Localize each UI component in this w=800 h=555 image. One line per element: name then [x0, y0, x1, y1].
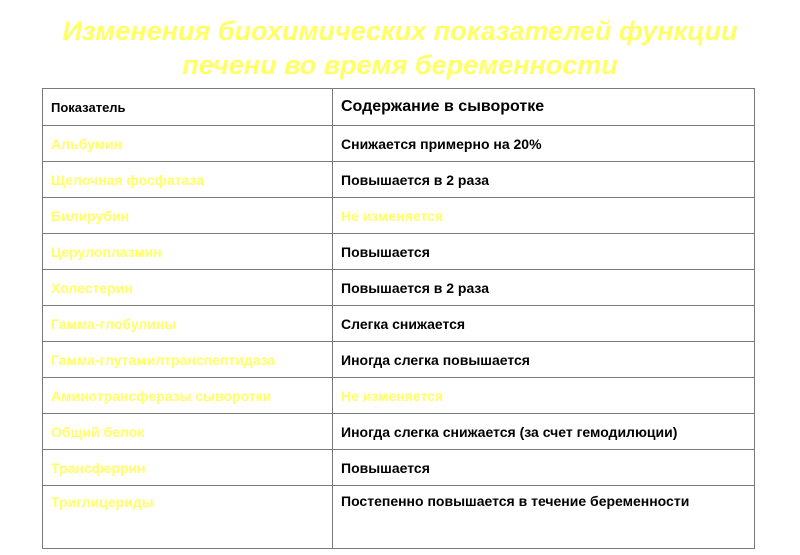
- slide-title: [0, 14, 800, 82]
- indicator-cell: Холестерин: [43, 270, 333, 306]
- indicator-cell: Церулоплазмин: [43, 234, 333, 270]
- indicator-cell: Аминотрансферазы сыворотки: [43, 378, 333, 414]
- content-cell: Повышается: [333, 450, 755, 486]
- content-cell: Снижается примерно на 20%: [333, 126, 755, 162]
- indicator-cell: Триглицериды: [43, 486, 333, 549]
- table-row: [43, 270, 755, 306]
- indicators-table: [42, 88, 755, 549]
- indicator-cell: Гамма-глутамилтранспептидаза: [43, 342, 333, 378]
- table-row: [43, 162, 755, 198]
- indicator-cell: Общий белок: [43, 414, 333, 450]
- table-row: [43, 342, 755, 378]
- column-header-indicator: Показатель: [43, 89, 333, 126]
- content-cell: Повышается в 2 раза: [333, 162, 755, 198]
- content-cell: Постепенно повышается в течение беременности: [333, 486, 755, 549]
- title-line-2: печени во время беременности: [182, 50, 618, 80]
- table-row: [43, 306, 755, 342]
- table-header-row: [43, 89, 755, 126]
- content-cell: Не изменяется: [333, 198, 755, 234]
- content-cell: Иногда слегка повышается: [333, 342, 755, 378]
- content-cell: Иногда слегка снижается (за счет гемодилюции): [333, 414, 755, 450]
- indicator-cell: Щелочная фосфатаза: [43, 162, 333, 198]
- table-row: [43, 234, 755, 270]
- indicator-cell: Альбумин: [43, 126, 333, 162]
- content-cell: Повышается: [333, 234, 755, 270]
- content-cell: Слегка снижается: [333, 306, 755, 342]
- table-row: [43, 198, 755, 234]
- title-line-1: Изменения биохимических показателей функции: [62, 16, 738, 46]
- column-header-content: Содержание в сыворотке: [333, 89, 755, 126]
- table-row: [43, 414, 755, 450]
- content-cell: Не изменяется: [333, 378, 755, 414]
- table-row: [43, 378, 755, 414]
- table-row: [43, 450, 755, 486]
- content-cell: Повышается в 2 раза: [333, 270, 755, 306]
- indicator-cell: Билирубин: [43, 198, 333, 234]
- table-row: [43, 486, 755, 549]
- indicator-cell: Гамма-глобулины: [43, 306, 333, 342]
- table-row: [43, 126, 755, 162]
- indicator-cell: Трансферрин: [43, 450, 333, 486]
